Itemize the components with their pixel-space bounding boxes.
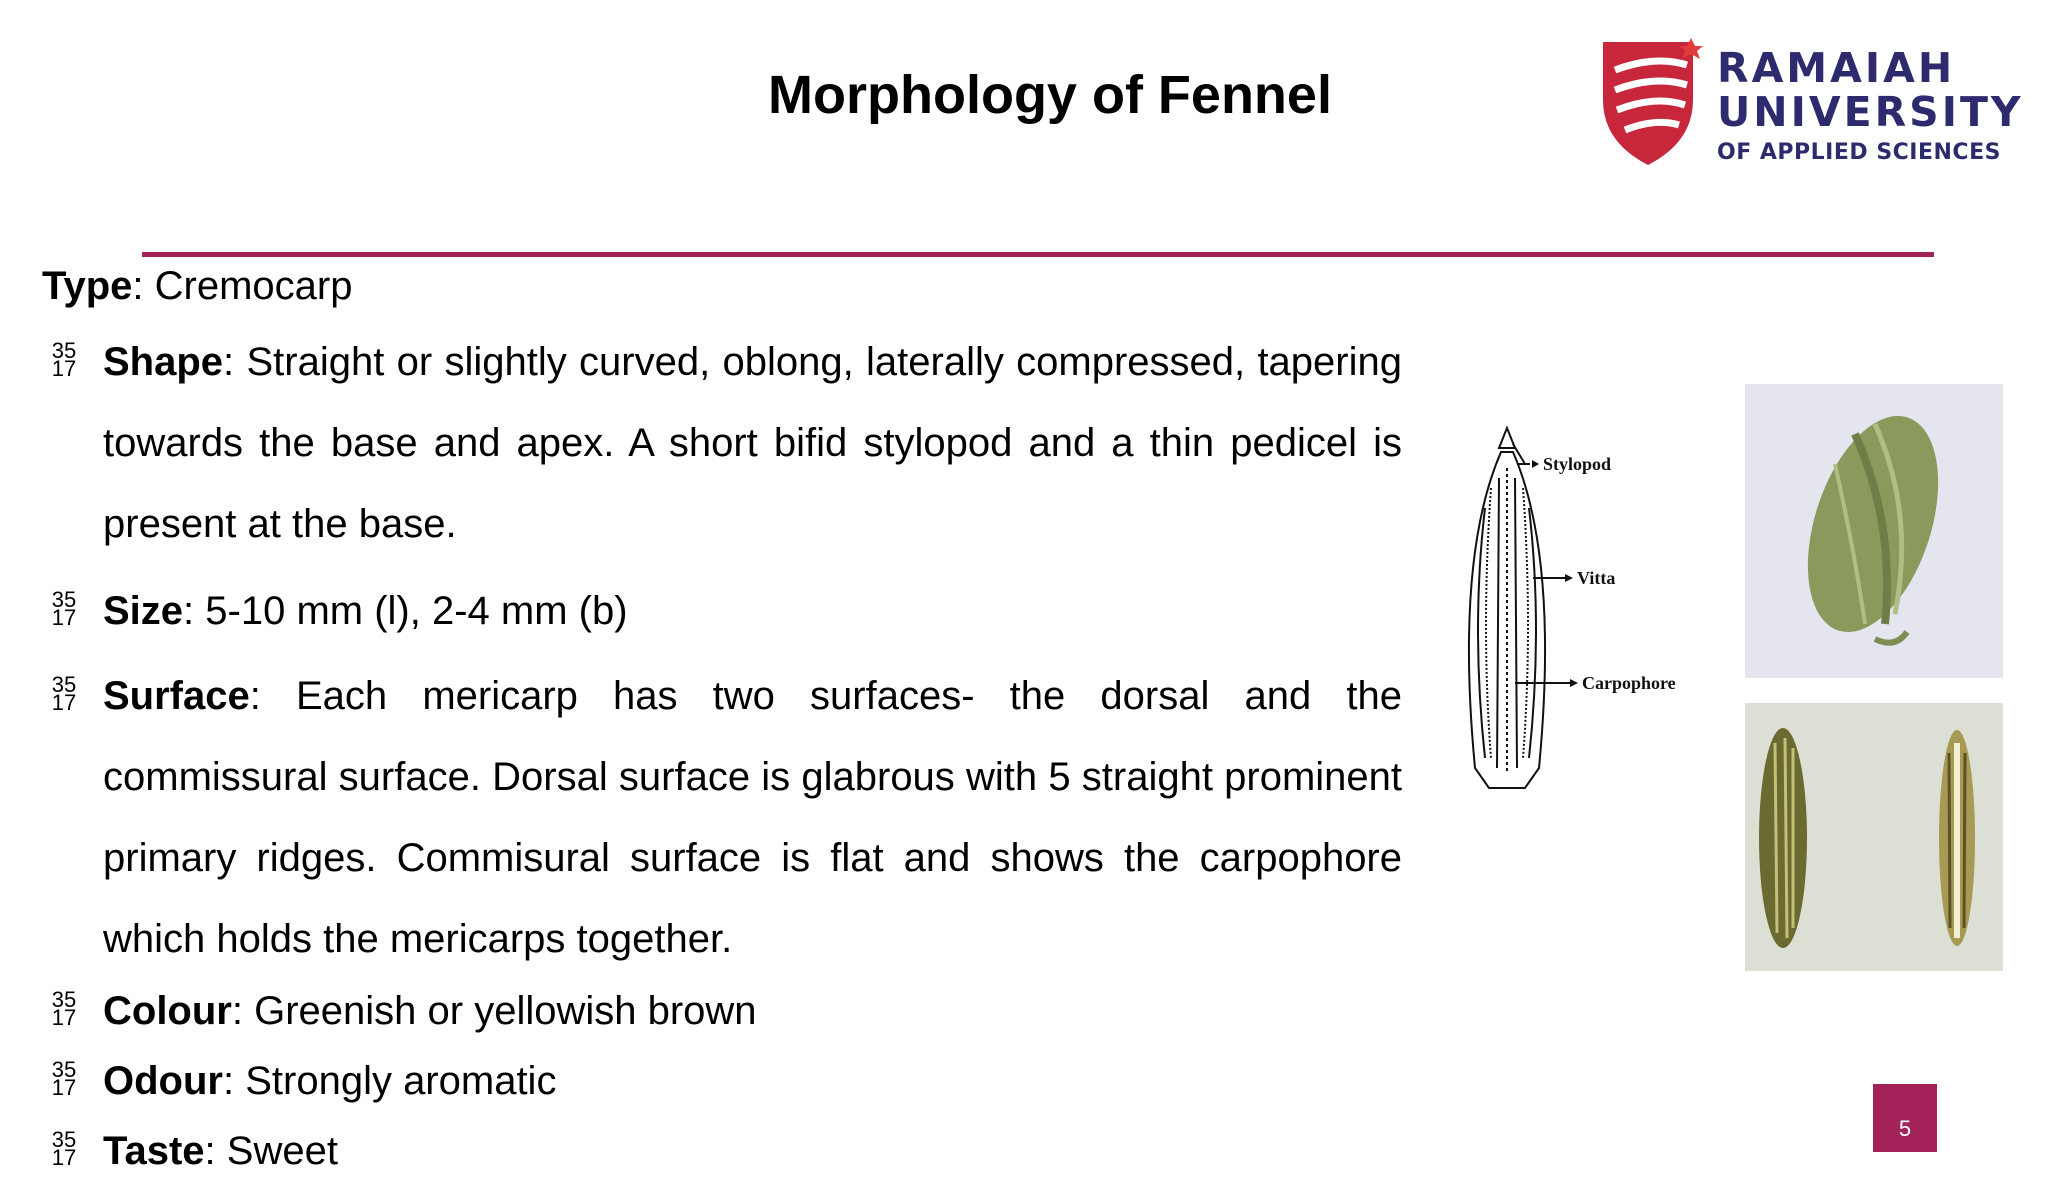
item-text bbox=[103, 322, 1402, 565]
item-value: : Greenish or yellowish brown bbox=[231, 989, 757, 1033]
logo-line-ramaiah: RAMAIAH bbox=[1717, 44, 1956, 92]
diagram-label-vitta: Vitta bbox=[1577, 568, 1616, 588]
logo-line-university: UNIVERSITY bbox=[1717, 88, 2024, 136]
item-label: Size bbox=[103, 589, 184, 633]
mericarp-surfaces-photo bbox=[1745, 703, 2003, 971]
title-divider bbox=[142, 252, 1934, 257]
item-label: Shape bbox=[103, 340, 224, 384]
item-value: : Sweet bbox=[204, 1129, 338, 1173]
bullet-icon: 35 17 bbox=[51, 1057, 77, 1100]
item-value: : Strongly aromatic bbox=[222, 1059, 557, 1103]
item-text bbox=[103, 571, 1402, 652]
item-label: Odour bbox=[103, 1059, 223, 1103]
fennel-fruit-photo bbox=[1745, 384, 2003, 678]
list-item-taste bbox=[42, 1127, 1402, 1192]
item-label: Surface bbox=[103, 674, 250, 718]
page-number: 5 bbox=[1873, 1084, 1937, 1152]
item-value: : Each mericarp has two surfaces- the dorsal and the commissural surface. Dorsal surface is glabrous with 5 straight prominent primary ridges. Commisural surface is flat and shows the carpophore which holds the mericarps together. bbox=[103, 674, 1402, 961]
bullet-icon: 35 17 bbox=[51, 338, 77, 381]
bullet-icon: 35 17 bbox=[51, 672, 77, 715]
logo-line-applied-sciences: OF APPLIED SCIENCES bbox=[1717, 140, 2001, 165]
item-value: : 5-10 mm (l), 2-4 mm (b) bbox=[183, 589, 628, 633]
type-line bbox=[42, 264, 352, 309]
type-value: : Cremocarp bbox=[132, 264, 353, 308]
university-logo-text bbox=[1717, 46, 2024, 166]
diagram-label-carpophore: Carpophore bbox=[1582, 673, 1676, 693]
bullet-icon: 35 17 bbox=[51, 587, 77, 630]
list-item-size bbox=[42, 587, 1402, 652]
item-label: Taste bbox=[103, 1129, 205, 1173]
slide-title: Morphology of Fennel bbox=[768, 65, 1332, 125]
list-item-shape bbox=[42, 338, 1402, 565]
item-text bbox=[103, 656, 1402, 980]
list-item-surface bbox=[42, 672, 1402, 980]
item-text bbox=[103, 971, 1402, 1052]
item-value: : Straight or slightly curved, oblong, laterally compressed, tapering towards the base and apex. A short bifid stylopod and a thin pedicel is present at the base. bbox=[103, 340, 1402, 546]
fennel-fruit-diagram bbox=[1415, 408, 1735, 798]
bullet-icon: 35 17 bbox=[51, 987, 77, 1030]
diagram-label-stylopod: Stylopod bbox=[1543, 454, 1612, 474]
type-label: Type bbox=[42, 264, 133, 308]
item-label: Colour bbox=[103, 989, 232, 1033]
item-text bbox=[103, 1041, 1402, 1122]
bullet-icon: 35 17 bbox=[51, 1127, 77, 1170]
